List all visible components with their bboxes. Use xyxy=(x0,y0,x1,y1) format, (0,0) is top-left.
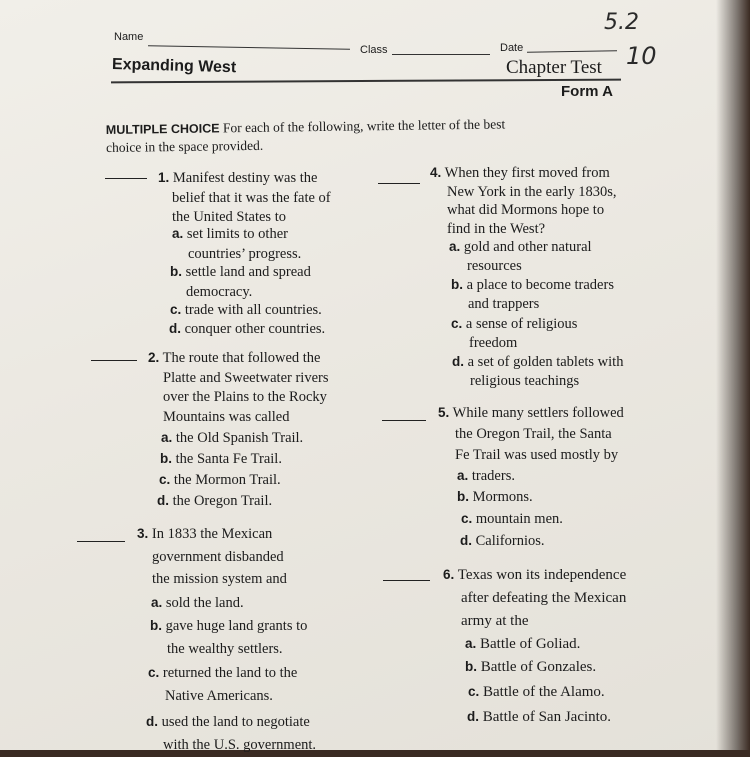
option-letter: b. xyxy=(170,264,182,279)
question-5 xyxy=(438,402,624,466)
answer-blank-q2[interactable] xyxy=(91,360,137,361)
name-label: Name xyxy=(114,31,144,43)
q6-option-c xyxy=(468,682,605,703)
section-heading: MULTIPLE CHOICE xyxy=(105,121,220,138)
name-field-line[interactable] xyxy=(148,45,350,50)
question-1 xyxy=(158,168,331,228)
option-letter: d. xyxy=(146,714,158,729)
option-letter: d. xyxy=(467,709,479,724)
option-text: the Mormon Trail. xyxy=(173,472,281,488)
question-6 xyxy=(443,563,626,633)
option-letter: c. xyxy=(148,665,160,680)
option-letter: a. xyxy=(457,468,469,483)
question-4 xyxy=(430,164,617,238)
q6-option-d xyxy=(467,707,611,728)
chapter-test-label: Chapter Test xyxy=(506,57,602,78)
question-stem-line: the United States to xyxy=(172,209,286,225)
option-text: settle land and spread xyxy=(185,264,311,280)
question-stem-line: The route that followed the xyxy=(162,350,321,366)
handwritten-mark: 10 xyxy=(626,42,657,70)
q5-option-c xyxy=(461,509,563,530)
option-letter: a. xyxy=(465,636,477,651)
question-stem-line: army at the xyxy=(461,613,529,629)
question-stem-line: Texas won its independence xyxy=(457,567,627,583)
instructions-text-2: choice in the space provided. xyxy=(106,137,264,155)
option-text: and trappers xyxy=(468,295,540,312)
option-letter: b. xyxy=(150,618,162,633)
question-stem-line: government disbanded xyxy=(152,548,284,565)
question-stem-line: the mission system and xyxy=(152,571,287,587)
option-text: returned the land to the xyxy=(162,665,298,681)
option-letter: b. xyxy=(451,277,463,292)
question-stem-line: what did Mormons hope to xyxy=(447,202,605,218)
option-letter: b. xyxy=(160,451,172,466)
question-number: 5. xyxy=(438,405,450,420)
option-text: Battle of San Jacinto. xyxy=(482,709,612,725)
class-field-line[interactable] xyxy=(392,54,490,55)
q2-option-c xyxy=(159,470,281,491)
question-stem-line: the Oregon Trail, the Santa xyxy=(455,426,612,442)
q3-option-c xyxy=(148,661,297,708)
option-text: gave huge land grants to xyxy=(165,618,308,634)
answer-blank-q4[interactable] xyxy=(378,183,420,184)
q6-option-a xyxy=(465,634,580,655)
instructions xyxy=(106,114,576,157)
option-letter: c. xyxy=(461,511,473,526)
option-text: Native Americans. xyxy=(165,688,273,704)
question-number: 3. xyxy=(137,526,149,541)
option-letter: c. xyxy=(170,302,182,317)
option-letter: b. xyxy=(465,659,477,674)
handwritten-grade: 5.2 xyxy=(604,10,639,35)
option-letter: b. xyxy=(457,489,469,504)
question-stem-line: Mountains was called xyxy=(163,408,290,425)
q3-option-a xyxy=(151,591,244,615)
answer-blank-q6[interactable] xyxy=(383,580,430,581)
date-label: Date xyxy=(500,42,524,54)
question-stem-line: belief that it was the fate of xyxy=(172,189,331,206)
option-letter: c. xyxy=(451,316,463,331)
option-text: mountain men. xyxy=(475,511,563,527)
q1-option-d xyxy=(169,319,325,340)
option-text: resources xyxy=(467,257,522,274)
question-number: 6. xyxy=(443,567,455,582)
question-stem-line: after defeating the Mexican xyxy=(461,590,627,606)
option-letter: d. xyxy=(157,493,169,508)
option-text: conquer other countries. xyxy=(184,321,326,337)
question-stem-line: find in the West? xyxy=(447,220,546,237)
answer-blank-q5[interactable] xyxy=(382,420,426,421)
option-text: countries’ progress. xyxy=(188,245,302,262)
q5-option-d xyxy=(460,531,545,552)
question-2 xyxy=(148,348,328,427)
class-label: Class xyxy=(360,44,388,56)
option-text: used the land to negotiate xyxy=(161,714,310,730)
q5-option-b xyxy=(457,487,533,508)
option-text: traders. xyxy=(471,468,515,484)
option-text: Battle of Gonzales. xyxy=(480,659,597,675)
option-text: democracy. xyxy=(186,283,253,300)
instructions-text-1: For each of the following, write the letter of the best xyxy=(222,116,506,136)
question-stem-line: While many settlers followed xyxy=(452,405,624,421)
q1-option-a xyxy=(172,224,301,264)
option-text: sold the land. xyxy=(165,595,244,611)
option-letter: c. xyxy=(159,472,171,487)
question-stem-line: over the Plains to the Rocky xyxy=(163,389,327,405)
form-label: Form A xyxy=(561,83,613,100)
q5-option-a xyxy=(457,466,515,487)
q2-option-a xyxy=(161,428,303,449)
option-text: the Oregon Trail. xyxy=(172,493,273,509)
option-letter: a. xyxy=(151,595,163,610)
question-stem-line: Platte and Sweetwater rivers xyxy=(163,369,329,386)
q4-option-c xyxy=(451,315,577,352)
unit-title: Expanding West xyxy=(111,56,237,77)
question-3 xyxy=(137,523,287,591)
question-number: 2. xyxy=(148,350,160,365)
q6-option-b xyxy=(465,657,596,678)
q1-option-c xyxy=(170,300,322,321)
option-text: the Old Spanish Trail. xyxy=(175,430,304,446)
question-stem-line: When they first moved from xyxy=(444,165,610,181)
answer-blank-q3[interactable] xyxy=(77,541,125,542)
option-text: gold and other natural xyxy=(463,239,592,255)
option-letter: c. xyxy=(468,684,480,699)
q4-option-a xyxy=(449,238,592,275)
option-text: Californios. xyxy=(475,533,545,549)
option-text: a sense of religious xyxy=(465,316,578,332)
question-stem-line: In 1833 the Mexican xyxy=(151,526,273,542)
option-letter: d. xyxy=(452,354,464,369)
option-text: Mormons. xyxy=(472,489,533,505)
header-rule xyxy=(111,79,621,84)
option-text: freedom xyxy=(469,334,518,351)
option-text: a place to become traders xyxy=(466,277,614,293)
q2-option-d xyxy=(157,491,272,512)
question-stem-line: Manifest destiny was the xyxy=(172,170,318,186)
option-letter: a. xyxy=(449,239,461,254)
option-letter: d. xyxy=(169,321,181,336)
answer-blank-q1[interactable] xyxy=(105,178,147,179)
question-number: 4. xyxy=(430,165,442,180)
option-letter: d. xyxy=(460,533,472,548)
q2-option-b xyxy=(160,449,282,470)
option-text: a set of golden tablets with xyxy=(467,354,624,370)
q1-option-b xyxy=(170,262,311,302)
option-text: set limits to other xyxy=(186,226,288,242)
option-text: trade with all countries. xyxy=(184,302,322,318)
q3-option-b xyxy=(150,614,307,661)
table-edge-shadow xyxy=(716,0,750,750)
option-letter: a. xyxy=(161,430,173,445)
question-stem-line: New York in the early 1830s, xyxy=(447,183,617,200)
date-field-line[interactable] xyxy=(527,50,617,53)
option-letter: a. xyxy=(172,226,184,241)
option-text: Battle of Goliad. xyxy=(480,636,581,652)
option-text: with the U.S. government. xyxy=(163,737,317,753)
question-number: 1. xyxy=(158,170,170,185)
q4-option-d xyxy=(452,353,623,390)
option-text: religious teachings xyxy=(470,372,580,389)
option-text: the Santa Fe Trail. xyxy=(175,451,282,467)
option-text: the wealthy settlers. xyxy=(167,641,283,657)
question-stem-line: Fe Trail was used mostly by xyxy=(455,447,619,463)
option-text: Battle of the Alamo. xyxy=(483,684,605,700)
q4-option-b xyxy=(451,276,614,313)
